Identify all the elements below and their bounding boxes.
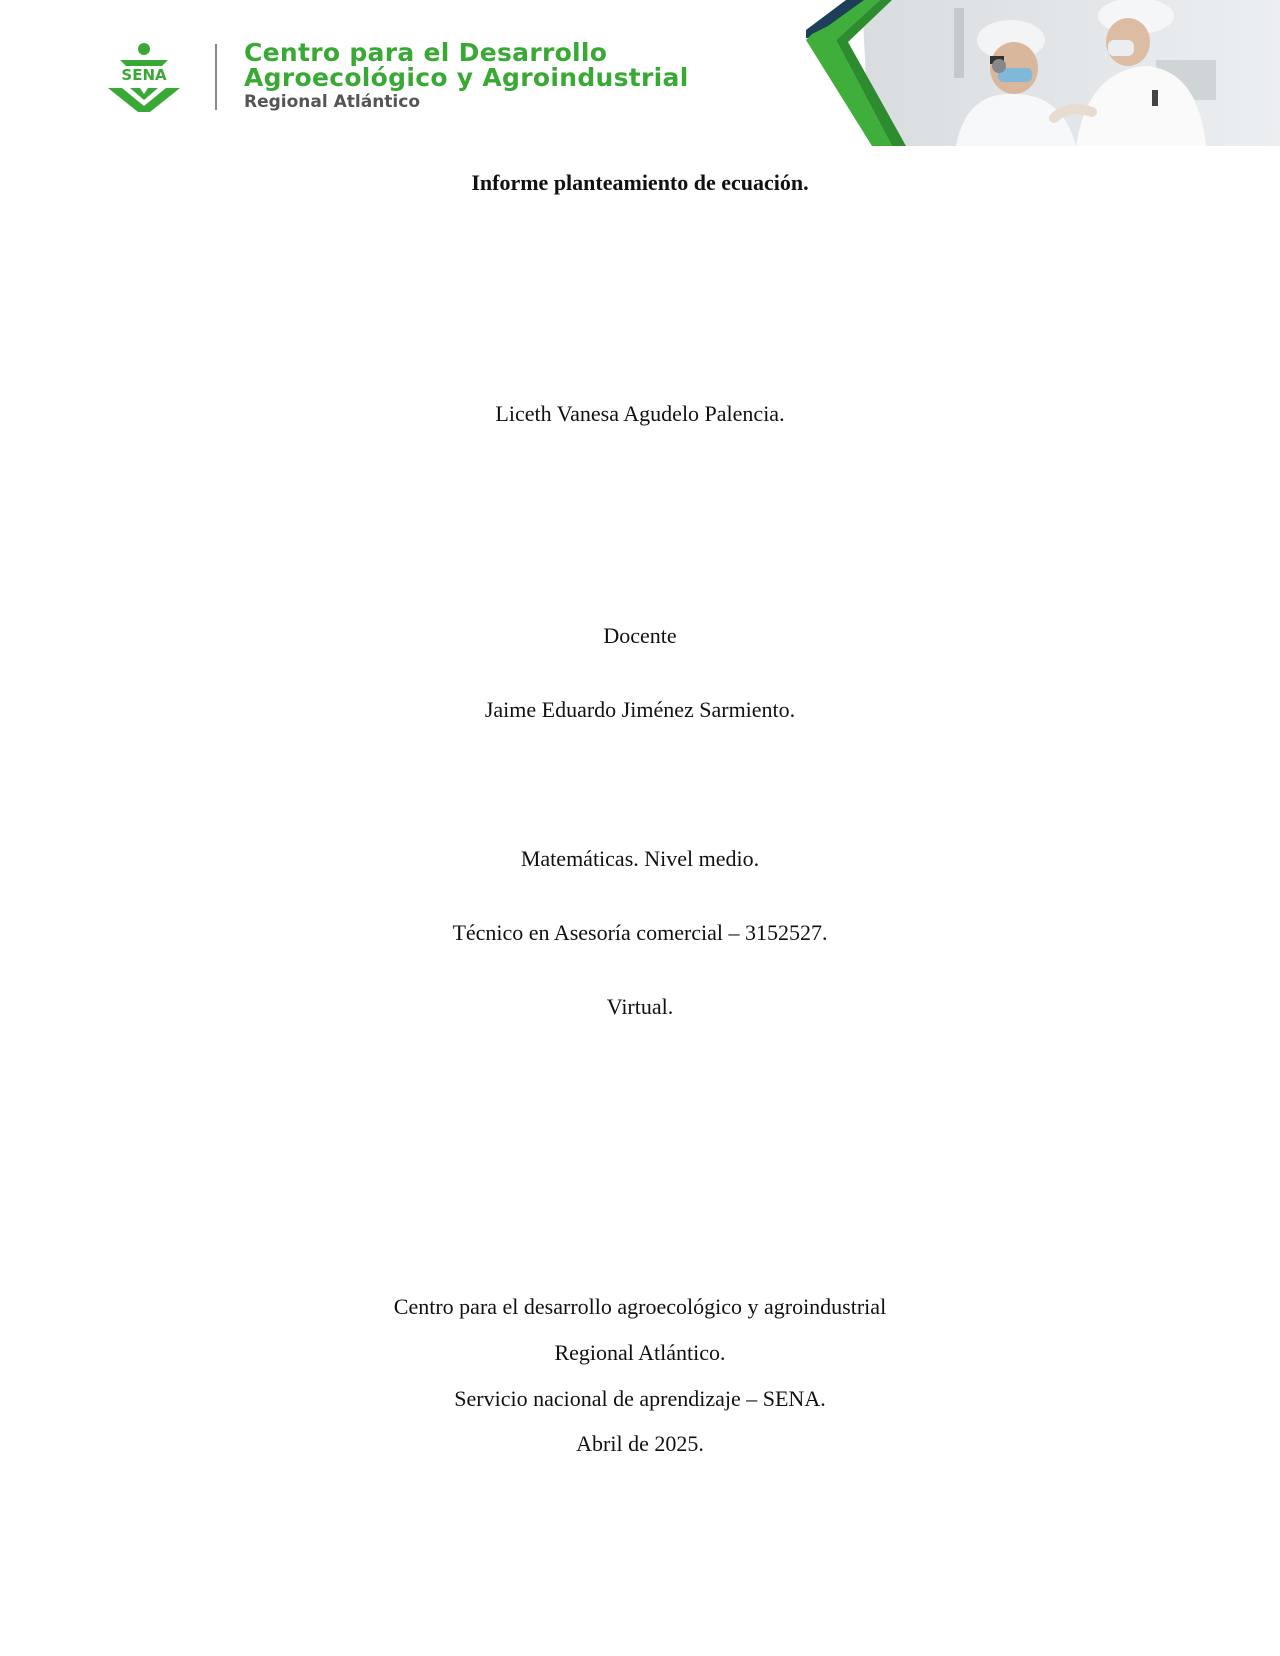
logo-divider xyxy=(215,44,217,110)
org-name-line2: Agroecológico y Agroindustrial xyxy=(244,63,689,92)
sena-logo-icon xyxy=(92,42,196,112)
institution-line3: Servicio nacional de aprendizaje – SENA. xyxy=(454,1386,826,1411)
document-title: Informe planteamiento de ecuación. xyxy=(471,170,809,195)
teacher-name: Jaime Eduardo Jiménez Sarmiento. xyxy=(484,697,796,722)
org-name-line1: Centro para el Desarrollo xyxy=(244,38,608,67)
org-logo-text xyxy=(244,40,689,111)
author-name: Liceth Vanesa Agudelo Palencia. xyxy=(495,401,785,426)
course-name: Matemáticas. Nivel medio. xyxy=(520,846,760,871)
teacher-label: Docente xyxy=(603,623,677,648)
lab-photo-image xyxy=(806,0,1280,146)
org-region: Regional Atlántico xyxy=(244,92,421,112)
document-header xyxy=(0,0,1280,146)
program-name: Técnico en Asesoría comercial – 3152527. xyxy=(452,920,828,945)
modality: Virtual. xyxy=(606,994,674,1019)
sena-logo-text: SENA xyxy=(121,66,167,84)
institution-line2: Regional Atlántico. xyxy=(554,1340,726,1365)
document-date: Abril de 2025. xyxy=(576,1431,704,1456)
institution-line1: Centro para el desarrollo agroecológico y agroindustrial xyxy=(393,1294,887,1319)
